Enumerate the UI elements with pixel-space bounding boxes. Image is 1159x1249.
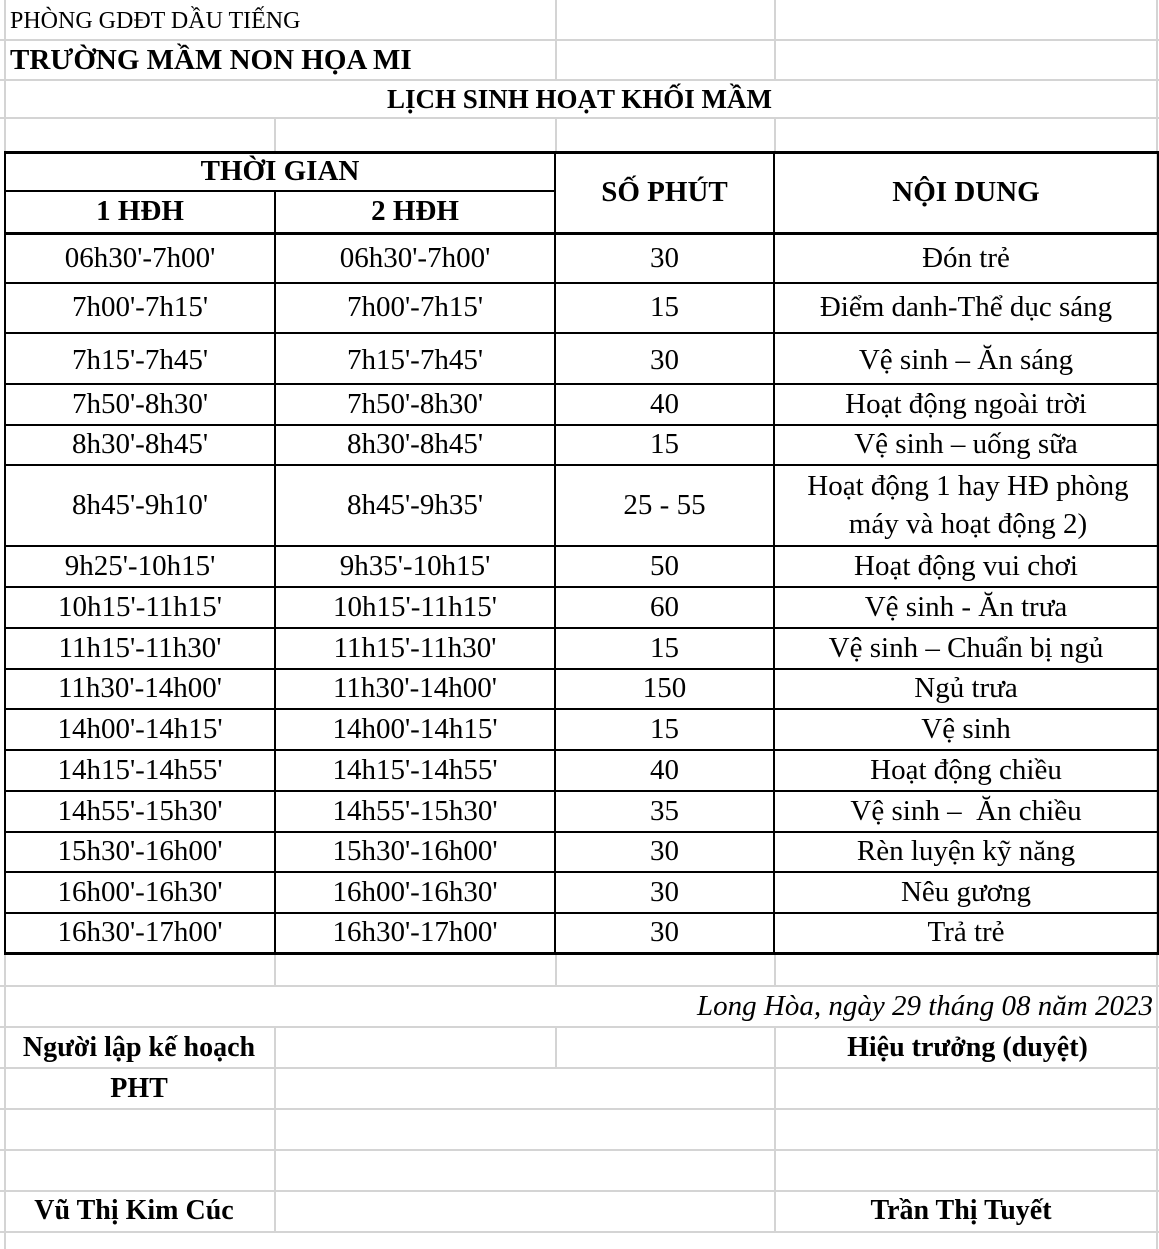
gridline bbox=[0, 117, 1159, 119]
cell-1hdh: 8h30'-8h45' bbox=[71, 428, 209, 461]
cell-2hdh: 14h15'-14h55' bbox=[332, 753, 498, 786]
cell-content: Vệ sinh bbox=[921, 712, 1011, 745]
principal-name: Trần Thị Tuyết bbox=[870, 1195, 1052, 1226]
cell-2hdh: 11h15'-11h30' bbox=[333, 631, 497, 664]
cell-2hdh: 7h50'-8h30' bbox=[346, 387, 484, 420]
page-title: LỊCH SINH HOẠT KHỐI MẦM bbox=[386, 84, 773, 114]
cell-content: Vệ sinh - Ăn trưa bbox=[864, 590, 1068, 623]
cell-content: Hoạt động vui chơi bbox=[854, 549, 1078, 582]
cell-minutes: 15 bbox=[650, 428, 679, 461]
cell-content: Vệ sinh – Ăn chiều bbox=[850, 794, 1082, 827]
cell-2hdh: 06h30'-7h00' bbox=[339, 241, 491, 274]
cell-1hdh: 16h00'-16h30' bbox=[57, 875, 223, 908]
table-border bbox=[4, 332, 1159, 334]
gridline bbox=[274, 954, 276, 986]
cell-2hdh: 8h45'-9h35' bbox=[346, 488, 484, 521]
cell-minutes: 15 bbox=[650, 631, 679, 664]
gridline bbox=[0, 1190, 1159, 1192]
cell-2hdh: 11h30'-14h00' bbox=[332, 672, 498, 705]
header-content: NỘI DUNG bbox=[892, 175, 1040, 208]
cell-minutes: 50 bbox=[650, 549, 679, 582]
cell-minutes: 15 bbox=[650, 291, 679, 324]
cell-minutes: 30 bbox=[650, 241, 679, 274]
cell-content: Trả trẻ bbox=[927, 916, 1005, 949]
cell-minutes: 150 bbox=[642, 672, 687, 705]
cell-2hdh: 7h15'-7h45' bbox=[346, 343, 484, 376]
cell-1hdh: 7h15'-7h45' bbox=[71, 343, 209, 376]
cell-content: Ngủ trưa bbox=[914, 672, 1018, 705]
cell-1hdh: 7h00'-7h15' bbox=[71, 291, 209, 324]
cell-1hdh: 8h45'-9h10' bbox=[71, 488, 209, 521]
gridline bbox=[774, 0, 776, 80]
department-name: PHÒNG GDĐT DẦU TIẾNG bbox=[10, 8, 301, 34]
gridline bbox=[774, 118, 776, 152]
cell-1hdh: 11h15'-11h30' bbox=[58, 631, 222, 664]
header-1hdh: 1 HĐH bbox=[96, 195, 184, 228]
cell-2hdh: 8h30'-8h45' bbox=[346, 428, 484, 461]
cell-minutes: 30 bbox=[650, 875, 679, 908]
gridline bbox=[0, 79, 1159, 81]
principal-role: Hiệu trưởng (duyệt) bbox=[847, 1032, 1088, 1063]
cell-1hdh: 15h30'-16h00' bbox=[57, 835, 223, 868]
cell-content: Hoạt động ngoài trời bbox=[845, 387, 1087, 420]
gridline bbox=[555, 118, 557, 152]
cell-2hdh: 7h00'-7h15' bbox=[346, 291, 484, 324]
place-date: Long Hòa, ngày 29 tháng 08 năm 2023 bbox=[697, 990, 1153, 1022]
cell-minutes: 30 bbox=[650, 916, 679, 949]
gridline bbox=[774, 954, 776, 986]
school-name: TRƯỜNG MẦM NON HỌA MI bbox=[10, 44, 412, 76]
cell-minutes: 35 bbox=[650, 794, 679, 827]
cell-2hdh: 16h00'-16h30' bbox=[332, 875, 498, 908]
cell-minutes: 60 bbox=[650, 590, 679, 623]
cell-2hdh: 15h30'-16h00' bbox=[332, 835, 498, 868]
gridline bbox=[555, 0, 557, 80]
gridline bbox=[0, 39, 1159, 41]
gridline bbox=[555, 1027, 557, 1068]
cell-minutes: 15 bbox=[650, 712, 679, 745]
gridline bbox=[0, 1108, 1159, 1110]
cell-content: Điểm danh-Thể dục sáng bbox=[819, 291, 1113, 324]
cell-2hdh: 10h15'-11h15' bbox=[332, 590, 498, 623]
gridline bbox=[0, 1026, 1159, 1028]
header-time: THỜI GIAN bbox=[200, 154, 360, 187]
cell-content: Vệ sinh – Chuẩn bị ngủ bbox=[828, 631, 1104, 664]
gridline bbox=[274, 118, 276, 152]
cell-2hdh: 14h00'-14h15' bbox=[332, 712, 498, 745]
cell-content: Đón trẻ bbox=[922, 241, 1010, 274]
cell-minutes: 40 bbox=[650, 753, 679, 786]
cell-content: Vệ sinh – Ăn sáng bbox=[858, 343, 1074, 376]
cell-content: Rèn luyện kỹ năng bbox=[856, 835, 1076, 868]
cell-minutes: 30 bbox=[650, 343, 679, 376]
table-border bbox=[4, 952, 1159, 955]
gridline bbox=[0, 1231, 1159, 1233]
cell-1hdh: 9h25'-10h15' bbox=[64, 549, 216, 582]
gridline bbox=[555, 954, 557, 986]
cell-minutes: 30 bbox=[650, 835, 679, 868]
cell-2hdh: 9h35'-10h15' bbox=[339, 549, 491, 582]
cell-1hdh: 16h30'-17h00' bbox=[57, 916, 223, 949]
gridline bbox=[0, 1067, 1159, 1069]
gridline bbox=[0, 985, 1159, 987]
planner-role: Người lập kế hoạch bbox=[22, 1032, 256, 1063]
cell-1hdh: 14h00'-14h15' bbox=[57, 712, 223, 745]
planner-title: PHT bbox=[110, 1073, 168, 1104]
cell-2hdh: 14h55'-15h30' bbox=[332, 794, 498, 827]
cell-content: Nêu gương bbox=[900, 875, 1032, 908]
cell-minutes: 25 - 55 bbox=[623, 488, 706, 521]
cell-2hdh: 16h30'-17h00' bbox=[332, 916, 498, 949]
cell-1hdh: 06h30'-7h00' bbox=[64, 241, 216, 274]
cell-1hdh: 11h30'-14h00' bbox=[57, 672, 223, 705]
cell-content: Hoạt động 1 hay HĐ phòng máy và hoạt động 2) bbox=[807, 469, 1129, 540]
cell-1hdh: 10h15'-11h15' bbox=[57, 590, 223, 623]
cell-minutes: 40 bbox=[650, 387, 679, 420]
header-2hdh: 2 HĐH bbox=[371, 195, 459, 228]
cell-content: Vệ sinh – uống sữa bbox=[854, 428, 1078, 461]
cell-content: Hoạt động chiều bbox=[870, 753, 1062, 786]
cell-1hdh: 14h15'-14h55' bbox=[57, 753, 223, 786]
cell-1hdh: 14h55'-15h30' bbox=[57, 794, 223, 827]
gridline bbox=[0, 1149, 1159, 1151]
cell-1hdh: 7h50'-8h30' bbox=[71, 387, 209, 420]
planner-name: Vũ Thị Kim Cúc bbox=[34, 1195, 234, 1226]
header-minutes: SỐ PHÚT bbox=[601, 175, 728, 208]
